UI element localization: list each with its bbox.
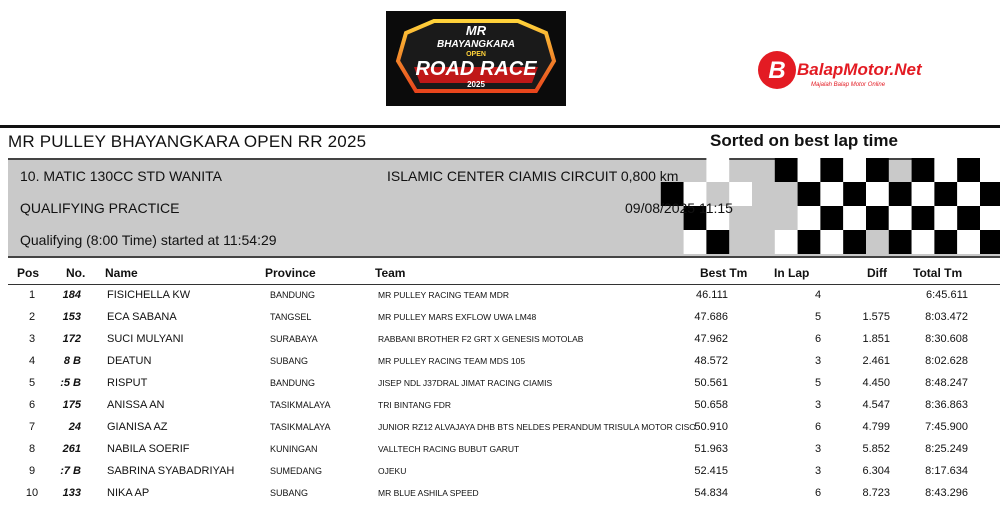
row-best: 50.658 — [694, 399, 728, 411]
row-diff: 1.851 — [862, 333, 890, 345]
row-total: 8:48.247 — [925, 377, 968, 389]
row-province: TASIKMALAYA — [270, 422, 331, 432]
row-best: 50.561 — [694, 377, 728, 389]
checker-square — [912, 182, 935, 206]
row-team: JISEP NDL J37DRAL JIMAT RACING CIAMIS — [378, 378, 553, 388]
checker-square — [798, 230, 821, 254]
col-best: Best Tm — [700, 266, 748, 280]
checker-square — [934, 206, 957, 230]
row-total: 8:17.634 — [925, 465, 968, 477]
event-title: MR PULLEY BHAYANGKARA OPEN RR 2025 — [8, 132, 367, 151]
col-pos: Pos — [17, 266, 40, 280]
row-total: 6:45.611 — [925, 289, 968, 301]
checker-square — [934, 230, 957, 254]
row-lap: 6 — [814, 487, 822, 499]
checker-square — [957, 182, 980, 206]
event-logo — [386, 11, 566, 106]
col-no: No. — [66, 266, 86, 280]
checker-square — [843, 206, 866, 230]
svg-text:B: B — [768, 57, 786, 84]
row-best: 48.572 — [694, 355, 728, 367]
row-team: MR PULLEY MARS EXFLOW UWA LM48 — [378, 312, 537, 322]
session-started: Qualifying (8:00 Time) started at 11:54:29 — [20, 232, 277, 248]
checker-square — [889, 182, 912, 206]
table-row — [0, 483, 1000, 505]
row-pos: 1 — [28, 289, 36, 301]
row-total: 8:43.296 — [925, 487, 968, 499]
checker-square — [957, 230, 980, 254]
row-diff: 4.799 — [862, 421, 890, 433]
col-diff: Diff — [867, 266, 887, 280]
row-lap: 5 — [814, 311, 822, 323]
row-lap: 4 — [814, 289, 822, 301]
row-team: MR PULLEY RACING TEAM MDS 105 — [378, 356, 526, 366]
row-diff: 2.461 — [862, 355, 890, 367]
session-name: QUALIFYING PRACTICE — [20, 200, 180, 216]
checker-square — [820, 158, 843, 182]
checker-square — [934, 158, 957, 182]
checker-square — [889, 206, 912, 230]
checker-square — [843, 182, 866, 206]
checker-square — [798, 182, 821, 206]
publisher-name: BalapMotor.Net — [797, 60, 922, 79]
row-best: 46.111 — [695, 289, 728, 301]
checker-square — [980, 230, 1000, 254]
row-lap: 6 — [814, 333, 822, 345]
row-province: SUBANG — [270, 488, 309, 498]
row-name: FISICHELLA KW — [107, 289, 191, 301]
row-team: RABBANI BROTHER F2 GRT X GENESIS MOTOLAB — [378, 334, 584, 344]
row-name: SUCI MULYANI — [107, 333, 184, 345]
row-diff: 8.723 — [862, 487, 890, 499]
publisher-logo — [755, 48, 925, 98]
row-lap: 3 — [814, 399, 822, 411]
col-total: Total Tm — [913, 266, 963, 280]
row-name: NABILA SOERIF — [107, 443, 190, 455]
row-no: 175 — [62, 399, 81, 411]
row-total: 8:25.249 — [925, 443, 968, 455]
checker-square — [843, 158, 866, 182]
row-team: OJEKU — [378, 466, 407, 476]
checker-square — [912, 206, 935, 230]
checker-square — [957, 158, 980, 182]
row-pos: 9 — [28, 465, 36, 477]
row-name: ANISSA AN — [107, 399, 165, 411]
publisher-tagline: Majalah Balap Motor Online — [811, 82, 886, 88]
row-total: 8:02.628 — [925, 355, 968, 367]
row-no: 153 — [62, 311, 81, 323]
logo-year: 2025 — [467, 80, 485, 89]
checker-square — [820, 230, 843, 254]
row-province: SURABAYA — [270, 334, 318, 344]
checker-square — [866, 158, 889, 182]
row-diff: 4.547 — [862, 399, 890, 411]
table-row — [0, 395, 1000, 417]
table-row — [0, 351, 1000, 373]
row-province: BANDUNG — [270, 290, 316, 300]
row-pos: 4 — [28, 355, 36, 367]
col-name: Name — [105, 266, 138, 280]
table-row — [0, 439, 1000, 461]
checker-square — [820, 206, 843, 230]
checker-square — [684, 230, 707, 254]
checker-square — [706, 230, 729, 254]
row-province: KUNINGAN — [270, 444, 318, 454]
checker-square — [957, 206, 980, 230]
row-best: 50.910 — [694, 421, 728, 433]
row-total: 8:36.863 — [925, 399, 968, 411]
row-name: SABRINA SYABADRIYAH — [107, 465, 235, 477]
info-bottom-rule — [8, 256, 1000, 258]
row-province: TASIKMALAYA — [270, 400, 331, 410]
checker-square — [980, 158, 1000, 182]
row-pos: 3 — [28, 333, 36, 345]
row-diff: 5.852 — [862, 443, 890, 455]
row-pos: 6 — [28, 399, 36, 411]
checker-square — [980, 206, 1000, 230]
row-diff: 1.575 — [862, 311, 890, 323]
checker-square — [980, 182, 1000, 206]
row-name: DEATUN — [107, 355, 152, 367]
checker-square — [798, 206, 821, 230]
row-best: 51.963 — [694, 443, 728, 455]
row-team: VALLTECH RACING BUBUT GARUT — [378, 444, 520, 454]
table-row — [0, 417, 1000, 439]
row-no: 8 B — [63, 355, 81, 367]
row-no: 133 — [62, 487, 81, 499]
logo-line1: BHAYANGKARA — [437, 39, 515, 50]
checker-square — [866, 206, 889, 230]
row-team: MR BLUE ASHILA SPEED — [378, 488, 479, 498]
row-team: JUNIOR RZ12 ALVAJAYA DHB BTS NELDES PERANDUM TRISULA MOTOR CISO — [378, 422, 696, 432]
table-row — [0, 329, 1000, 351]
row-province: SUBANG — [270, 356, 309, 366]
row-best: 52.415 — [694, 465, 728, 477]
title-rule — [0, 125, 1000, 128]
table-row — [0, 461, 1000, 483]
session-datetime: 09/08/2025 11:15 — [625, 200, 733, 216]
checker-square — [706, 158, 729, 182]
row-no: 172 — [62, 333, 81, 345]
row-no: :7 B — [60, 465, 81, 477]
col-province: Province — [265, 266, 316, 280]
table-row — [0, 373, 1000, 395]
circuit-name: ISLAMIC CENTER CIAMIS CIRCUIT 0,800 km — [387, 168, 679, 184]
checker-square — [889, 230, 912, 254]
row-lap: 6 — [814, 421, 822, 433]
sort-note: Sorted on best lap time — [710, 131, 898, 150]
checker-square — [775, 158, 798, 182]
checker-square — [820, 182, 843, 206]
row-best: 54.834 — [694, 487, 728, 499]
row-pos: 2 — [28, 311, 36, 323]
col-lap: In Lap — [774, 266, 810, 280]
row-province: SUMEDANG — [270, 466, 323, 476]
row-no: :5 B — [60, 377, 81, 389]
row-no: 261 — [62, 443, 81, 455]
row-diff: 6.304 — [862, 465, 890, 477]
checker-square — [775, 230, 798, 254]
row-pos: 8 — [28, 443, 36, 455]
checker-square — [934, 182, 957, 206]
row-total: 8:03.472 — [925, 311, 968, 323]
row-best: 47.686 — [694, 311, 728, 323]
checker-square — [798, 158, 821, 182]
table-row — [0, 285, 1000, 307]
row-name: NIKA AP — [107, 487, 150, 499]
row-team: MR PULLEY RACING TEAM MDR — [378, 290, 509, 300]
table-row — [0, 307, 1000, 329]
row-lap: 3 — [814, 355, 822, 367]
row-lap: 3 — [814, 443, 822, 455]
logo-line2: OPEN — [466, 51, 486, 58]
row-best: 47.962 — [694, 333, 728, 345]
logo-brand-top: MR — [465, 23, 487, 38]
row-no: 184 — [62, 289, 81, 301]
row-province: TANGSEL — [270, 312, 312, 322]
class-name: 10. MATIC 130CC STD WANITA — [20, 168, 222, 184]
row-name: RISPUT — [107, 377, 148, 389]
row-lap: 5 — [814, 377, 822, 389]
row-total: 8:30.608 — [925, 333, 968, 345]
logo-line3: ROAD RACE — [415, 58, 537, 80]
row-pos: 5 — [28, 377, 36, 389]
row-team: TRI BINTANG FDR — [378, 400, 452, 410]
col-team: Team — [375, 266, 406, 280]
row-lap: 3 — [814, 465, 822, 477]
row-diff: 4.450 — [862, 377, 890, 389]
row-province: BANDUNG — [270, 378, 316, 388]
row-name: ECA SABANA — [107, 311, 177, 323]
row-total: 7:45.900 — [925, 421, 968, 433]
checker-square — [912, 158, 935, 182]
row-pos: 7 — [28, 421, 36, 433]
checker-square — [843, 230, 866, 254]
checker-square — [912, 230, 935, 254]
row-no: 24 — [68, 421, 81, 433]
row-pos: 10 — [25, 487, 39, 499]
row-name: GIANISA AZ — [107, 421, 168, 433]
checker-square — [866, 182, 889, 206]
